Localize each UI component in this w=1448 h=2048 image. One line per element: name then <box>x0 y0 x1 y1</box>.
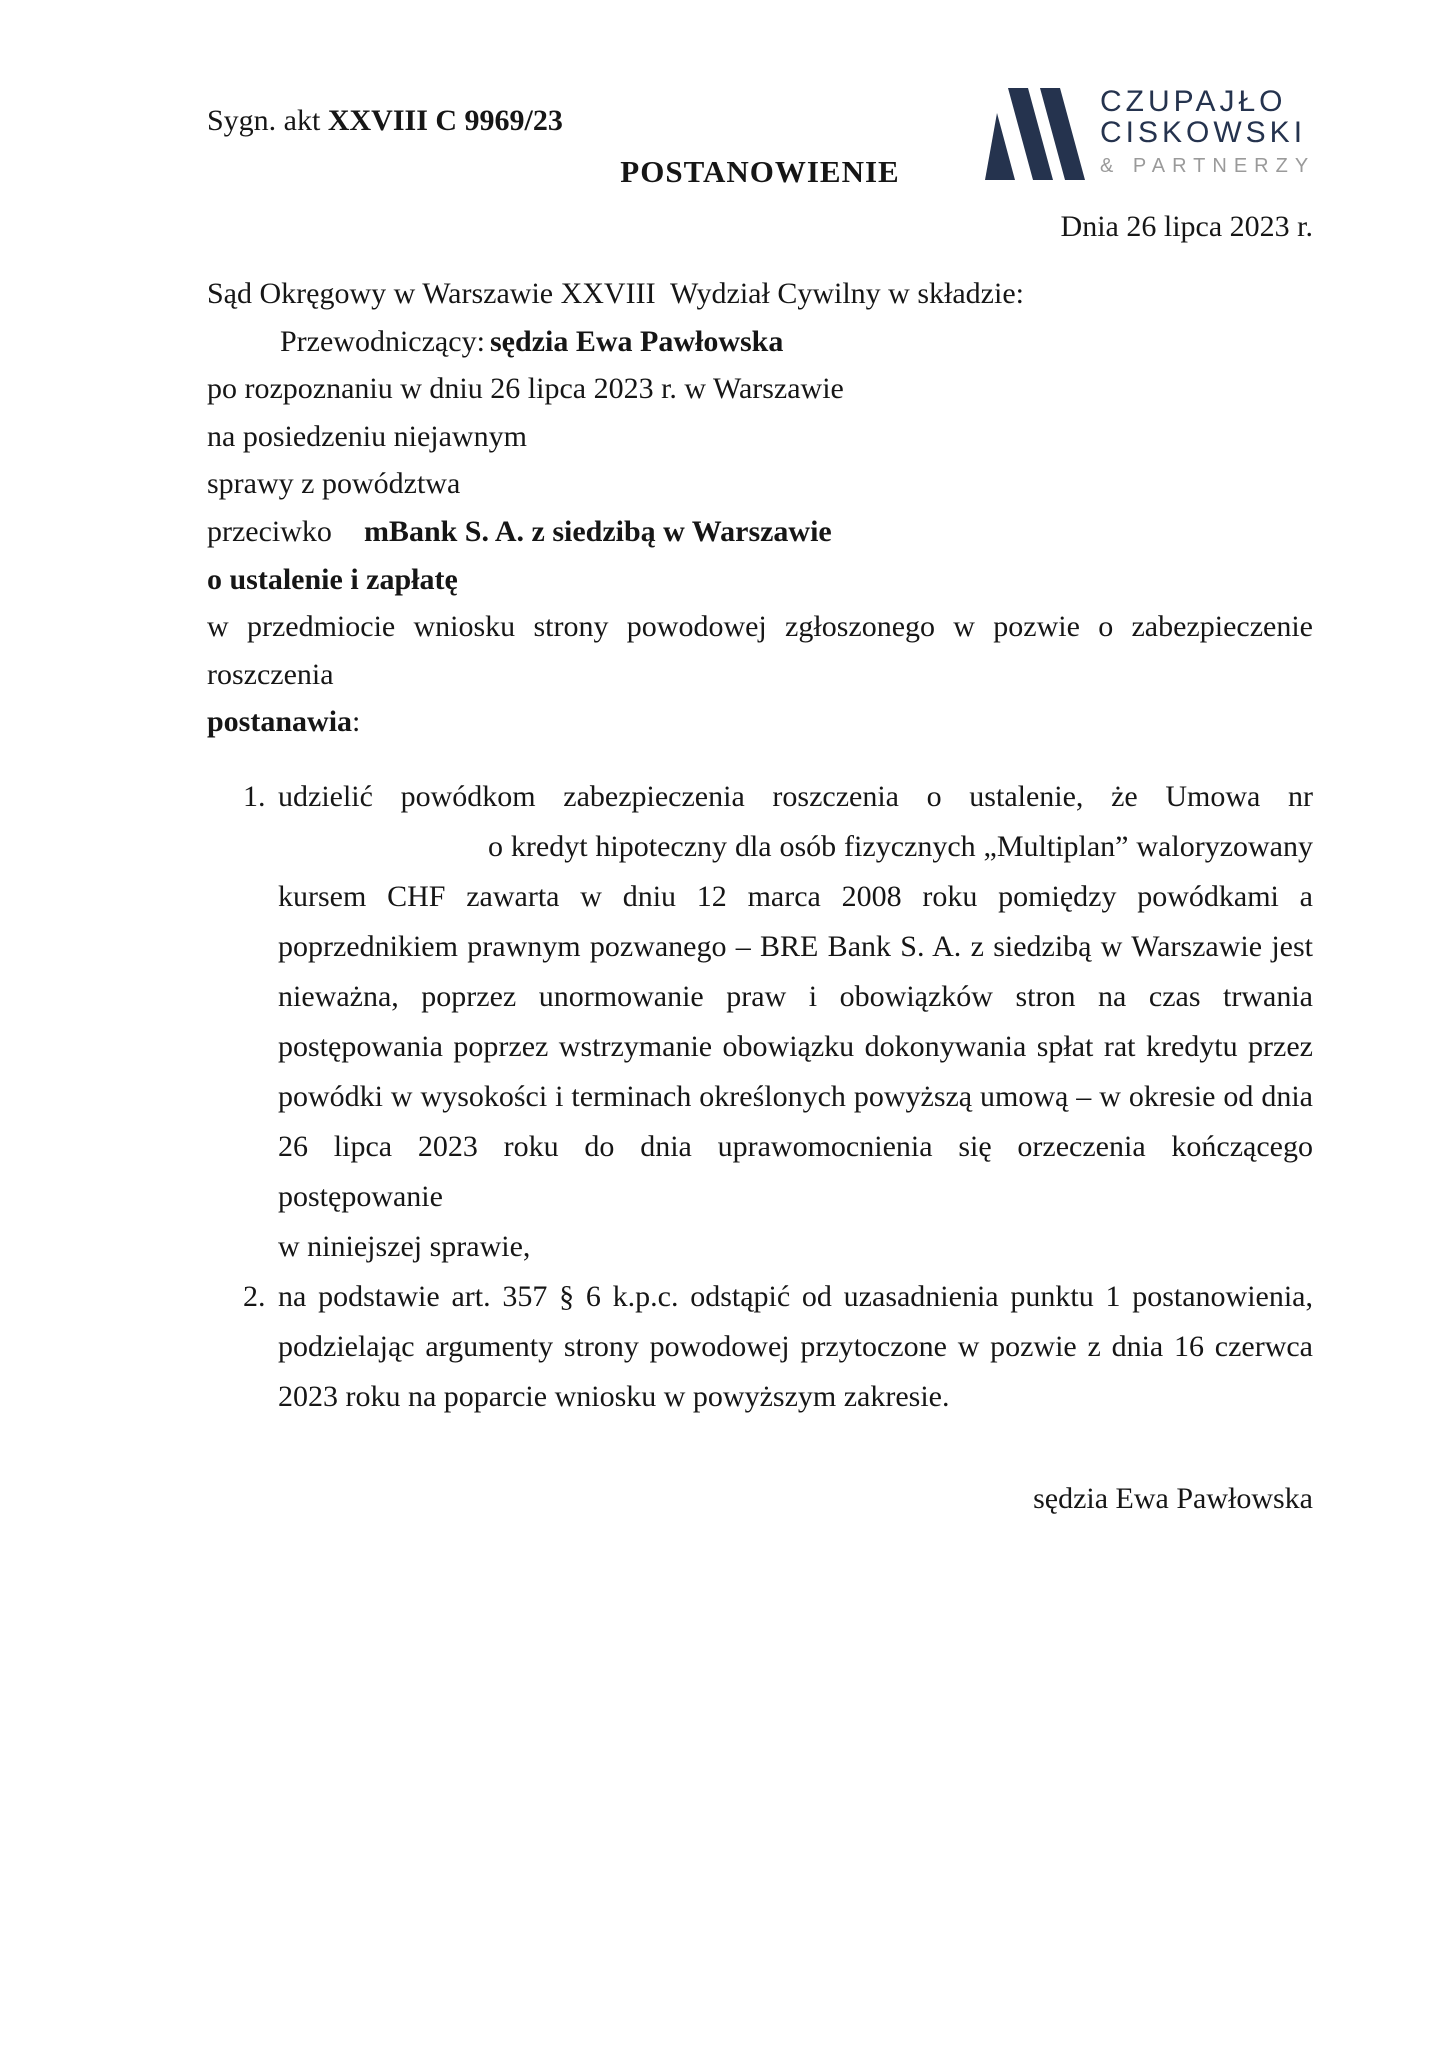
presiding-judge-line <box>207 318 1313 366</box>
ruling-line <box>207 822 1313 872</box>
ruling-line-text: na podstawie art. 357 § 6 k.p.c. odstąpić od uzasadnienia punktu 1 postanowienia, <box>278 1279 1313 1313</box>
ruling-line-text: powódki w wysokości i terminach określonych powyższą umową – w okresie od dnia <box>278 1079 1313 1113</box>
ruling-number: 1. <box>243 779 266 813</box>
presiding-judge-label: Przewodniczący: <box>280 324 485 358</box>
decides-word: postanawia <box>207 705 353 739</box>
case-number-prefix: Sygn. akt <box>207 104 328 137</box>
ruling-line <box>207 872 1313 922</box>
rulings-list <box>207 772 1313 1422</box>
defendant-name: mBank S. A. z siedzibą w Warszawie <box>363 514 832 548</box>
ruling-line-text: nieważna, poprzez unormowanie praw i obowiązków stron na czas trwania <box>278 979 1313 1013</box>
ruling-line-text: o kredyt hipoteczny dla osób fizycznych „Multiplan” waloryzowany <box>488 829 1313 863</box>
court-composition-line: Sąd Okręgowy w Warszawie XXVIII Wydział Cywilny w składzie: <box>207 277 1024 310</box>
judge-signature: sędzia Ewa Pawłowska <box>1033 1481 1313 1515</box>
ruling-line <box>207 972 1313 1022</box>
ruling-line-text: poprzednikiem prawnym pozwanego – BRE Bank S. A. z siedzibą w Warszawie jest <box>278 929 1313 963</box>
defendant-label: przeciwko <box>207 514 332 548</box>
motion-subject-line-1: w przedmiocie wniosku strony powodowej zgłoszonego w pozwie o zabezpieczenie <box>207 610 1313 644</box>
ruling-line-text: w niniejszej sprawie, <box>278 1229 531 1263</box>
logo-name-line1: CZUPAJŁO <box>1100 85 1287 118</box>
ruling-line <box>207 772 1313 822</box>
document-title: POSTANOWIENIE <box>620 154 900 189</box>
ruling-line <box>207 1122 1313 1222</box>
case-number <box>207 104 563 138</box>
presiding-judge-name: sędzia Ewa Pawłowska <box>490 324 784 358</box>
ruling-line <box>207 1022 1313 1072</box>
ruling-number: 2. <box>243 1279 266 1313</box>
ruling-line-text: 2023 roku na poparcie wniosku w powyższym zakresie. <box>278 1379 950 1413</box>
ruling-line-text: 26 lipca 2023 roku do dnia uprawomocnienia się orzeczenia kończącego postępowanie <box>278 1129 1313 1213</box>
ruling-line-text: udzielić powódkom zabezpieczenia roszczenia o ustalenie, że Umowa nr <box>278 779 1313 813</box>
logo-name-line2: CISKOWSKI <box>1100 116 1307 149</box>
ruling-item-2 <box>207 1272 1313 1422</box>
ruling-line <box>207 1322 1313 1372</box>
ruling-line <box>207 1072 1313 1122</box>
decides-colon: : <box>352 705 361 739</box>
case-number-value: XXVIII C 9969/23 <box>327 104 563 137</box>
ruling-line-text: podzielając argumenty strony powodowej przytoczone w pozwie z dnia 16 czerwca <box>278 1329 1313 1363</box>
ruling-line <box>207 1372 1313 1422</box>
document-body <box>207 270 1313 1523</box>
ruling-item-1 <box>207 772 1313 1272</box>
hearing-date-line: po rozpoznaniu w dniu 26 lipca 2023 r. w Warszawie <box>207 372 844 406</box>
ruling-line-text: kursem CHF zawarta w dniu 12 marca 2008 roku pomiędzy powódkami a <box>278 879 1313 913</box>
motion-subject-line-2: roszczenia <box>207 657 334 691</box>
ruling-line <box>207 1222 1313 1272</box>
case-subject-line: o ustalenie i zapłatę <box>207 562 458 596</box>
claim-line: sprawy z powództwa <box>207 467 461 501</box>
ruling-line-text: postępowania poprzez wstrzymanie obowiązku dokonywania spłat rat kredytu przez <box>278 1029 1313 1063</box>
session-type-line: na posiedzeniu niejawnym <box>207 419 527 453</box>
document-date: Dnia 26 lipca 2023 r. <box>1060 210 1313 243</box>
decides-line <box>207 698 1313 746</box>
ruling-line <box>207 1272 1313 1322</box>
defendant-line <box>207 508 1313 556</box>
logo-partners-line: & PARTNERZY <box>1100 155 1316 177</box>
ruling-line <box>207 922 1313 972</box>
